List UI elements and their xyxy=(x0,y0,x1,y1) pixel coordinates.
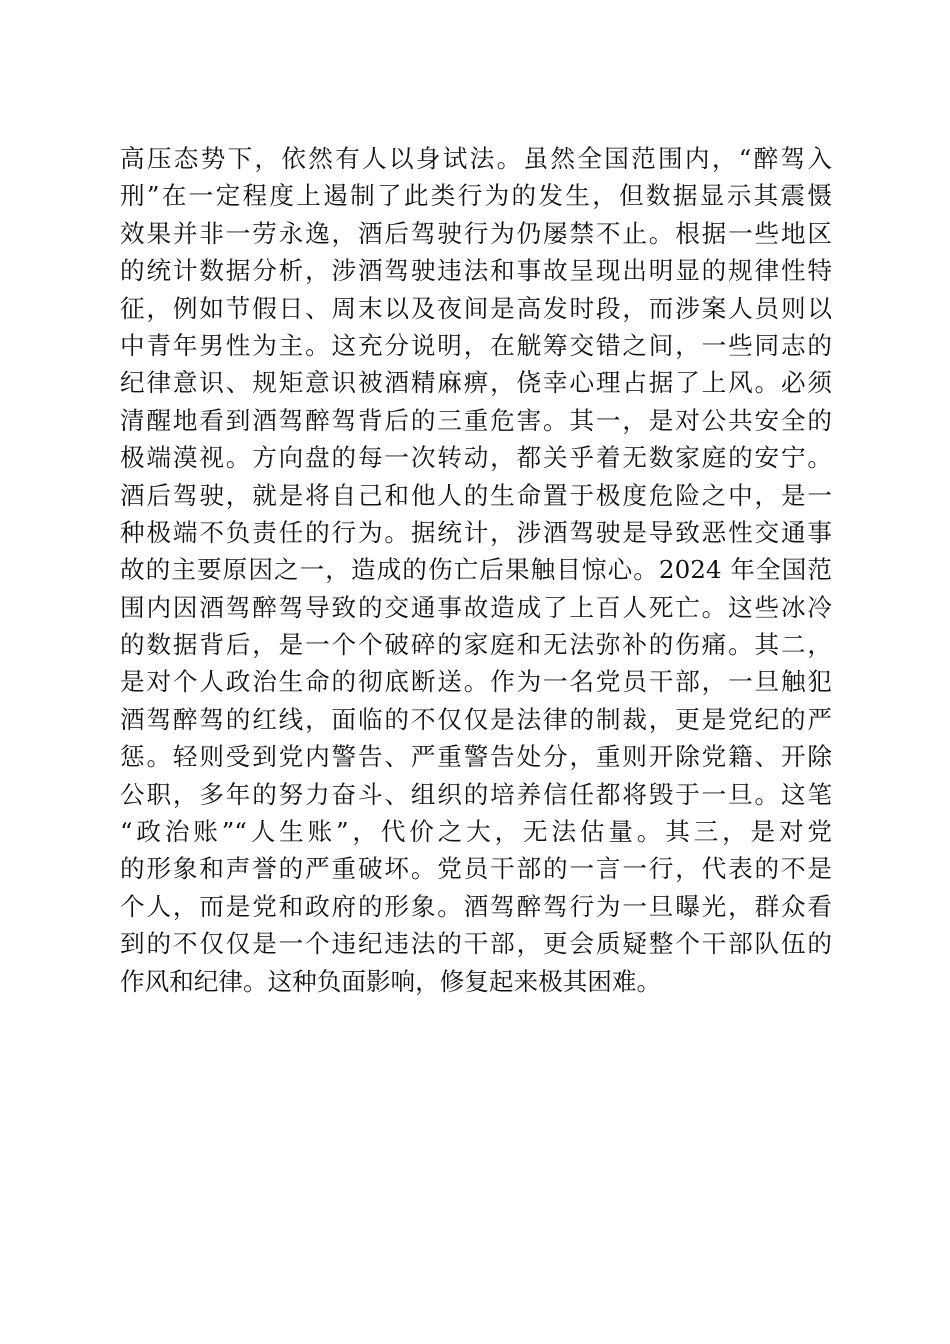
text-line-5: 征，例如节假日、周末以及夜间是高发时段，而涉案人员则以 xyxy=(120,293,832,323)
text-line-21: 个人，而是党和政府的形象。酒驾醉驾行为一旦曝光，群众看 xyxy=(120,891,832,921)
text-line-6: 中青年男性为主。这充分说明，在觥筹交错之间，一些同志的 xyxy=(120,330,832,360)
text-line-10: 酒后驾驶，就是将自己和他人的生命置于极度危险之中，是一 xyxy=(120,480,832,510)
text-line-9: 极端漠视。方向盘的每一次转动，都关乎着无数家庭的安宁。 xyxy=(120,443,832,473)
text-line-13: 围内因酒驾醉驾导致的交通事故造成了上百人死亡。这些冰冷 xyxy=(120,592,832,622)
text-line-8: 清醒地看到酒驾醉驾背后的三重危害。其一，是对公共安全的 xyxy=(120,405,832,435)
text-line-7: 纪律意识、规矩意识被酒精麻痹，侥幸心理占据了上风。必须 xyxy=(120,368,832,398)
text-line-14: 的数据背后，是一个个破碎的家庭和无法弥补的伤痛。其二， xyxy=(120,630,832,660)
text-line-23: 作风和纪律。这种负面影响，修复起来极其困难。 xyxy=(120,966,662,996)
text-line-11: 种极端不负责任的行为。据统计，涉酒驾驶是导致恶性交通事 xyxy=(120,517,832,547)
text-line-22: 到的不仅仅是一个违纪违法的干部，更会质疑整个干部队伍的 xyxy=(120,929,832,959)
text-line-1: 高压态势下，依然有人以身试法。虽然全国范围内，“醉驾入 xyxy=(120,144,832,173)
text-line-17: 惩。轻则受到党内警告、严重警告处分，重则开除党籍、开除 xyxy=(120,742,832,772)
text-line-4: 的统计数据分析，涉酒驾驶违法和事故呈现出明显的规律性特 xyxy=(120,256,832,286)
body-paragraph xyxy=(120,140,832,1000)
text-line-2: 刑”在一定程度上遏制了此类行为的发生，但数据显示其震慑 xyxy=(120,181,832,211)
text-line-19: “政治账”“人生账”，代价之大，无法估量。其三，是对党 xyxy=(120,817,832,847)
text-line-18: 公职，多年的努力奋斗、组织的培养信任都将毁于一旦。这笔 xyxy=(120,779,832,809)
text-line-3: 效果并非一劳永逸，酒后驾驶行为仍屡禁不止。根据一些地区 xyxy=(120,218,832,248)
text-line-12: 故的主要原因之一，造成的伤亡后果触目惊心。2024 年全国范 xyxy=(120,555,832,585)
text-line-16: 酒驾醉驾的红线，面临的不仅仅是法律的制裁，更是党纪的严 xyxy=(120,704,832,734)
text-line-20: 的形象和声誉的严重破坏。党员干部的一言一行，代表的不是 xyxy=(120,854,832,884)
text-line-15: 是对个人政治生命的彻底断送。作为一名党员干部，一旦触犯 xyxy=(120,667,832,697)
